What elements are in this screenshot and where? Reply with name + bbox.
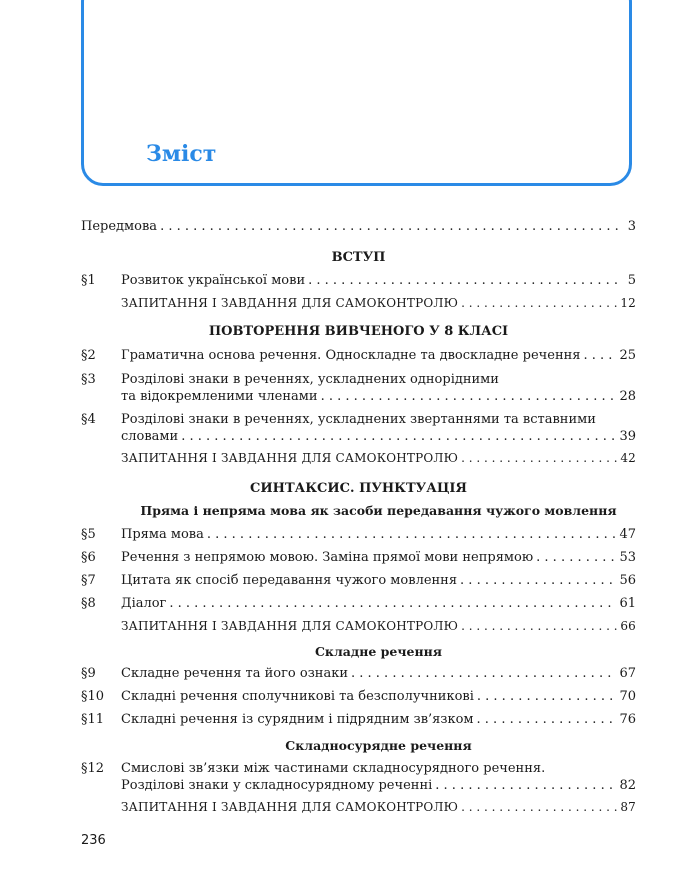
- entry-page: 47: [619, 527, 636, 542]
- entry-page: 42: [620, 451, 636, 465]
- entry-text: Граматична основа речення. Односкладне та двоскладне речення: [121, 348, 581, 363]
- entry-page: 5: [627, 273, 636, 288]
- entry-page: 3: [627, 219, 636, 234]
- section-heading-review: ПОВТОРЕННЯ ВИВЧЕНОГО У 8 КЛАСІ: [208, 324, 509, 339]
- entry-page: 67: [619, 666, 636, 681]
- toc-entry[interactable]: [81, 760, 636, 794]
- entry-page: 61: [619, 596, 636, 611]
- subsection-heading: Пряма і непряма мова як засоби передавання чужого мовлення: [140, 503, 617, 518]
- entry-number: §10: [81, 689, 105, 704]
- entry-text: та відокремленими членами: [121, 389, 318, 404]
- entry-text: Розділові знаки в реченнях, ускладнених звертаннями та вставними: [121, 412, 596, 427]
- entry-number: §6: [81, 550, 96, 565]
- entry-text: Діалог: [121, 596, 167, 611]
- entry-text: Цитата як спосіб передавання чужого мовлення: [121, 573, 458, 588]
- entry-text: Складне речення та його ознаки: [121, 666, 348, 681]
- page-title: Зміст: [146, 141, 217, 167]
- entry-number: §5: [81, 527, 96, 542]
- entry-page: 12: [620, 296, 636, 310]
- subsection-heading: Складносурядне речення: [285, 738, 472, 753]
- entry-number: §1: [81, 273, 96, 288]
- toc-entry[interactable]: [81, 371, 636, 405]
- entry-number: §7: [81, 573, 96, 588]
- entry-number: §9: [81, 666, 96, 681]
- entry-page: 82: [619, 778, 636, 793]
- entry-text: Розвиток української мови: [121, 273, 306, 288]
- entry-text: Складні речення із сурядним і підрядним зв’язком: [121, 712, 474, 727]
- entry-page: 70: [619, 689, 636, 704]
- toc-entry[interactable]: [81, 411, 636, 445]
- entry-page: 39: [619, 429, 636, 444]
- entry-text: Передмова: [81, 219, 158, 234]
- entry-number: §2: [81, 348, 96, 363]
- entry-page: 76: [619, 712, 636, 727]
- page-number: 236: [81, 833, 106, 848]
- entry-page: 56: [619, 573, 636, 588]
- entry-text: ЗАПИТАННЯ І ЗАВДАННЯ ДЛЯ САМОКОНТРОЛЮ: [121, 800, 459, 814]
- entry-page: 28: [619, 389, 636, 404]
- subsection-heading: Складне речення: [314, 644, 442, 659]
- entry-page: 87: [620, 800, 636, 814]
- entry-text: Розділові знаки в реченнях, ускладнених однорідними: [121, 372, 499, 387]
- entry-number: §3: [81, 372, 96, 387]
- entry-text: Речення з непрямою мовою. Заміна прямої мови непрямою: [121, 550, 534, 565]
- entry-number: §12: [81, 761, 105, 776]
- entry-page: 66: [620, 619, 636, 633]
- entry-number: §11: [81, 712, 105, 727]
- entry-text: ЗАПИТАННЯ І ЗАВДАННЯ ДЛЯ САМОКОНТРОЛЮ: [121, 619, 459, 633]
- entry-text: ЗАПИТАННЯ І ЗАВДАННЯ ДЛЯ САМОКОНТРОЛЮ: [121, 451, 459, 465]
- section-heading-intro: ВСТУП: [331, 250, 386, 265]
- entry-number: §8: [81, 596, 96, 611]
- section-heading-syntax: СИНТАКСИС. ПУНКТУАЦІЯ: [250, 481, 467, 496]
- entry-text: словами: [121, 429, 179, 444]
- entry-page: 25: [619, 348, 636, 363]
- entry-text: ЗАПИТАННЯ І ЗАВДАННЯ ДЛЯ САМОКОНТРОЛЮ: [121, 296, 459, 310]
- entry-text: Пряма мова: [121, 527, 204, 542]
- entry-text: Складні речення сполучникові та безсполучникові: [121, 689, 474, 704]
- entry-number: §4: [81, 412, 96, 427]
- entry-text: Смислові зв’язки між частинами складносурядного речення.: [121, 761, 546, 776]
- entry-text: Розділові знаки у складносурядному реченні: [121, 778, 433, 793]
- entry-page: 53: [619, 550, 636, 565]
